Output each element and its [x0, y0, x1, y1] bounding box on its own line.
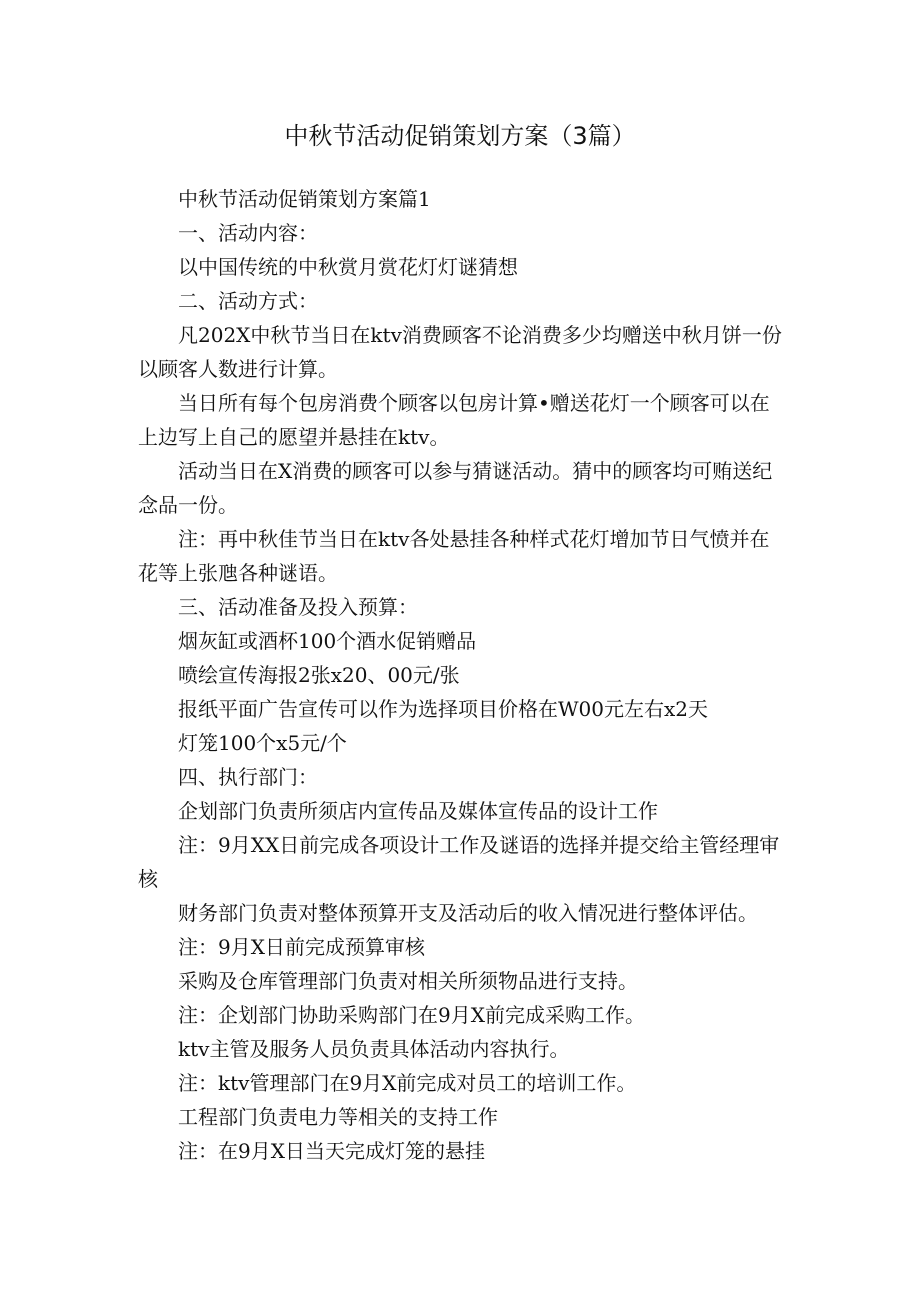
- document-title: 中秋节活动促销策划方案（3篇）: [284, 122, 636, 150]
- paragraph: 烟灰缸或酒杯100个酒水促销赠品: [178, 629, 477, 653]
- heading-activity-content: 一、活动内容：: [178, 221, 318, 245]
- paragraph: 以中国传统的中秋赏月赏花灯灯谜猜想: [178, 255, 518, 279]
- paragraph: 报纸平面广告宣传可以作为选择项目价格在W00元左右x2天: [178, 697, 709, 721]
- paragraph: 采购及仓库管理部门负责对相关所须物品进行支持。: [178, 969, 638, 993]
- heading-executing-departments: 四、执行部门：: [178, 765, 318, 789]
- heading-activity-method: 二、活动方式：: [178, 289, 318, 313]
- paragraph: 注：ktv管理部门在9月X前完成对员工的培训工作。: [178, 1071, 637, 1095]
- paragraph: 注：在9月X日当天完成灯笼的悬挂: [178, 1139, 485, 1163]
- paragraph: 注：再中秋佳节当日在ktv各处悬挂各种样式花灯增加节日气愤并在花等上张虺各种谜语。: [138, 527, 770, 585]
- paragraph: 注：9月XX日前完成各项设计工作及谜语的选择并提交给主管经理审核: [138, 833, 780, 891]
- paragraph: 灯笼100个x5元/个: [178, 731, 347, 755]
- paragraph: 注：9月X日前完成预算审核: [178, 935, 425, 959]
- document-body: [138, 182, 782, 1168]
- paragraph: 注：企划部门协助采购部门在9月X前完成采购工作。: [178, 1003, 645, 1027]
- paragraph: 企划部门负责所须店内宣传品及媒体宣传品的设计工作: [178, 799, 658, 823]
- paragraph: 喷绘宣传海报2张x20、00元/张: [178, 663, 460, 687]
- paragraph: 凡202X中秋节当日在ktv消费顾客不论消费多少均赠送中秋月饼一份以顾客人数进行计算。: [138, 323, 782, 381]
- paragraph: ktv主管及服务人员负责具体活动内容执行。: [178, 1037, 570, 1061]
- paragraph: 当日所有每个包房消费个顾客以包房计算•赠送花灯一个顾客可以在上边写上自己的愿望并悬挂在ktv。: [138, 391, 770, 449]
- paragraph: 财务部门负责对整体预算开支及活动后的收入情况进行整体评估。: [178, 901, 758, 925]
- paragraph: 工程部门负责电力等相关的支持工作: [178, 1105, 498, 1129]
- section-heading: 中秋节活动促销策划方案篇1: [178, 187, 431, 211]
- heading-preparation-budget: 三、活动准备及投入预算：: [178, 595, 418, 619]
- paragraph: 活动当日在X消费的顾客可以参与猜谜活动。猜中的顾客均可贿送纪念品一份。: [138, 459, 773, 517]
